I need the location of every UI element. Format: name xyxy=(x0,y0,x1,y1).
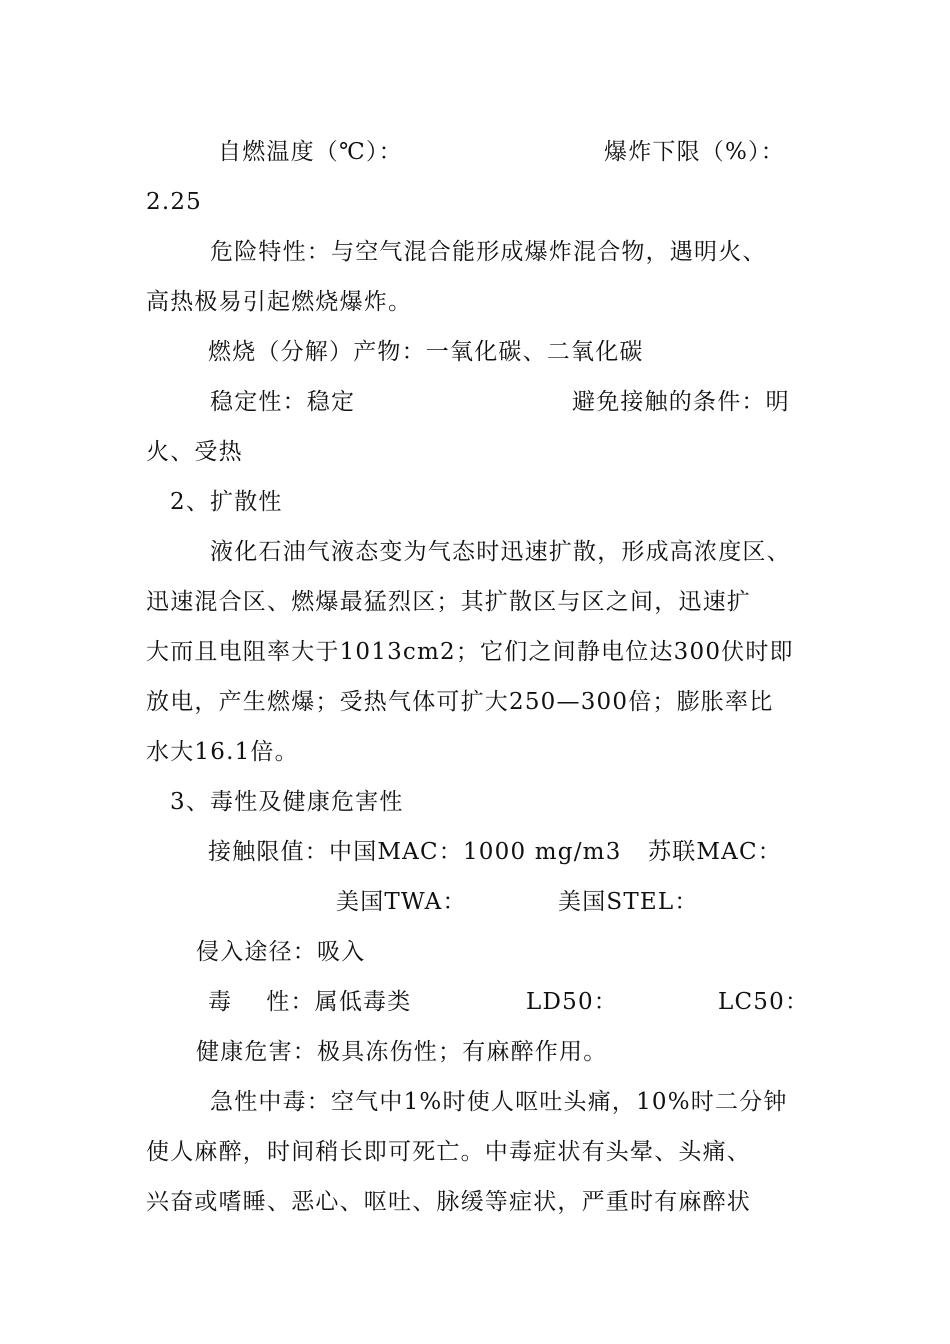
exposure-limit-china: 接触限值：中国MAC：1000 mg/m3 xyxy=(208,839,622,865)
diffusion-paragraph-line-4: 放电，产生燃爆；受热气体可扩大250—300倍；膨胀率比 xyxy=(146,689,774,715)
autoignition-label: 自燃温度（℃）： xyxy=(218,139,403,165)
toxicity-class: 毒 性：属低毒类 xyxy=(208,989,412,1015)
section-heading-diffusion: 2、扩散性 xyxy=(170,489,283,515)
exposure-limit-us-stel: 美国STEL： xyxy=(558,889,699,915)
health-hazard: 健康危害：极具冻伤性；有麻醉作用。 xyxy=(196,1039,608,1065)
combustion-products: 燃烧（分解）产物：一氧化碳、二氧化碳 xyxy=(208,339,644,365)
avoid-conditions-line-2: 火、受热 xyxy=(146,439,243,465)
exposure-limit-ussr: 苏联MAC： xyxy=(648,839,782,865)
route-of-entry: 侵入途径：吸入 xyxy=(196,939,366,965)
diffusion-paragraph-line-1: 液化石油气液态变为气态时迅速扩散，形成高浓度区、 xyxy=(210,539,791,565)
ld50-label: LD50： xyxy=(526,989,618,1015)
avoid-conditions-line-1: 避免接触的条件：明 xyxy=(572,389,790,415)
lower-explosion-limit-value: 2.25 xyxy=(146,189,203,215)
acute-poisoning-line-3: 兴奋或嗜睡、恶心、呕吐、脉缓等症状，严重时有麻醉状 xyxy=(146,1189,751,1215)
lc50-label: LC50： xyxy=(718,989,810,1015)
hazard-paragraph-line-2: 高热极易引起燃烧爆炸。 xyxy=(146,289,413,315)
section-heading-toxicity: 3、毒性及健康危害性 xyxy=(170,789,404,815)
diffusion-paragraph-line-3: 大而且电阻率大于1013cm2；它们之间静电位达300伏时即 xyxy=(146,639,794,665)
lower-explosion-limit-label: 爆炸下限（%）： xyxy=(604,139,785,165)
diffusion-paragraph-line-5: 水大16.1倍。 xyxy=(146,739,299,765)
acute-poisoning-line-1: 急性中毒：空气中1%时使人呕吐头痛，10%时二分钟 xyxy=(210,1089,788,1115)
diffusion-paragraph-line-2: 迅速混合区、燃爆最猛烈区；其扩散区与区之间，迅速扩 xyxy=(146,589,751,615)
stability: 稳定性：稳定 xyxy=(210,389,356,415)
acute-poisoning-line-2: 使人麻醉，时间稍长即可死亡。中毒症状有头晕、头痛、 xyxy=(146,1139,751,1165)
hazard-paragraph-line-1: 危险特性：与空气混合能形成爆炸混合物，遇明火、 xyxy=(210,239,767,265)
exposure-limit-us-twa: 美国TWA： xyxy=(336,889,467,915)
